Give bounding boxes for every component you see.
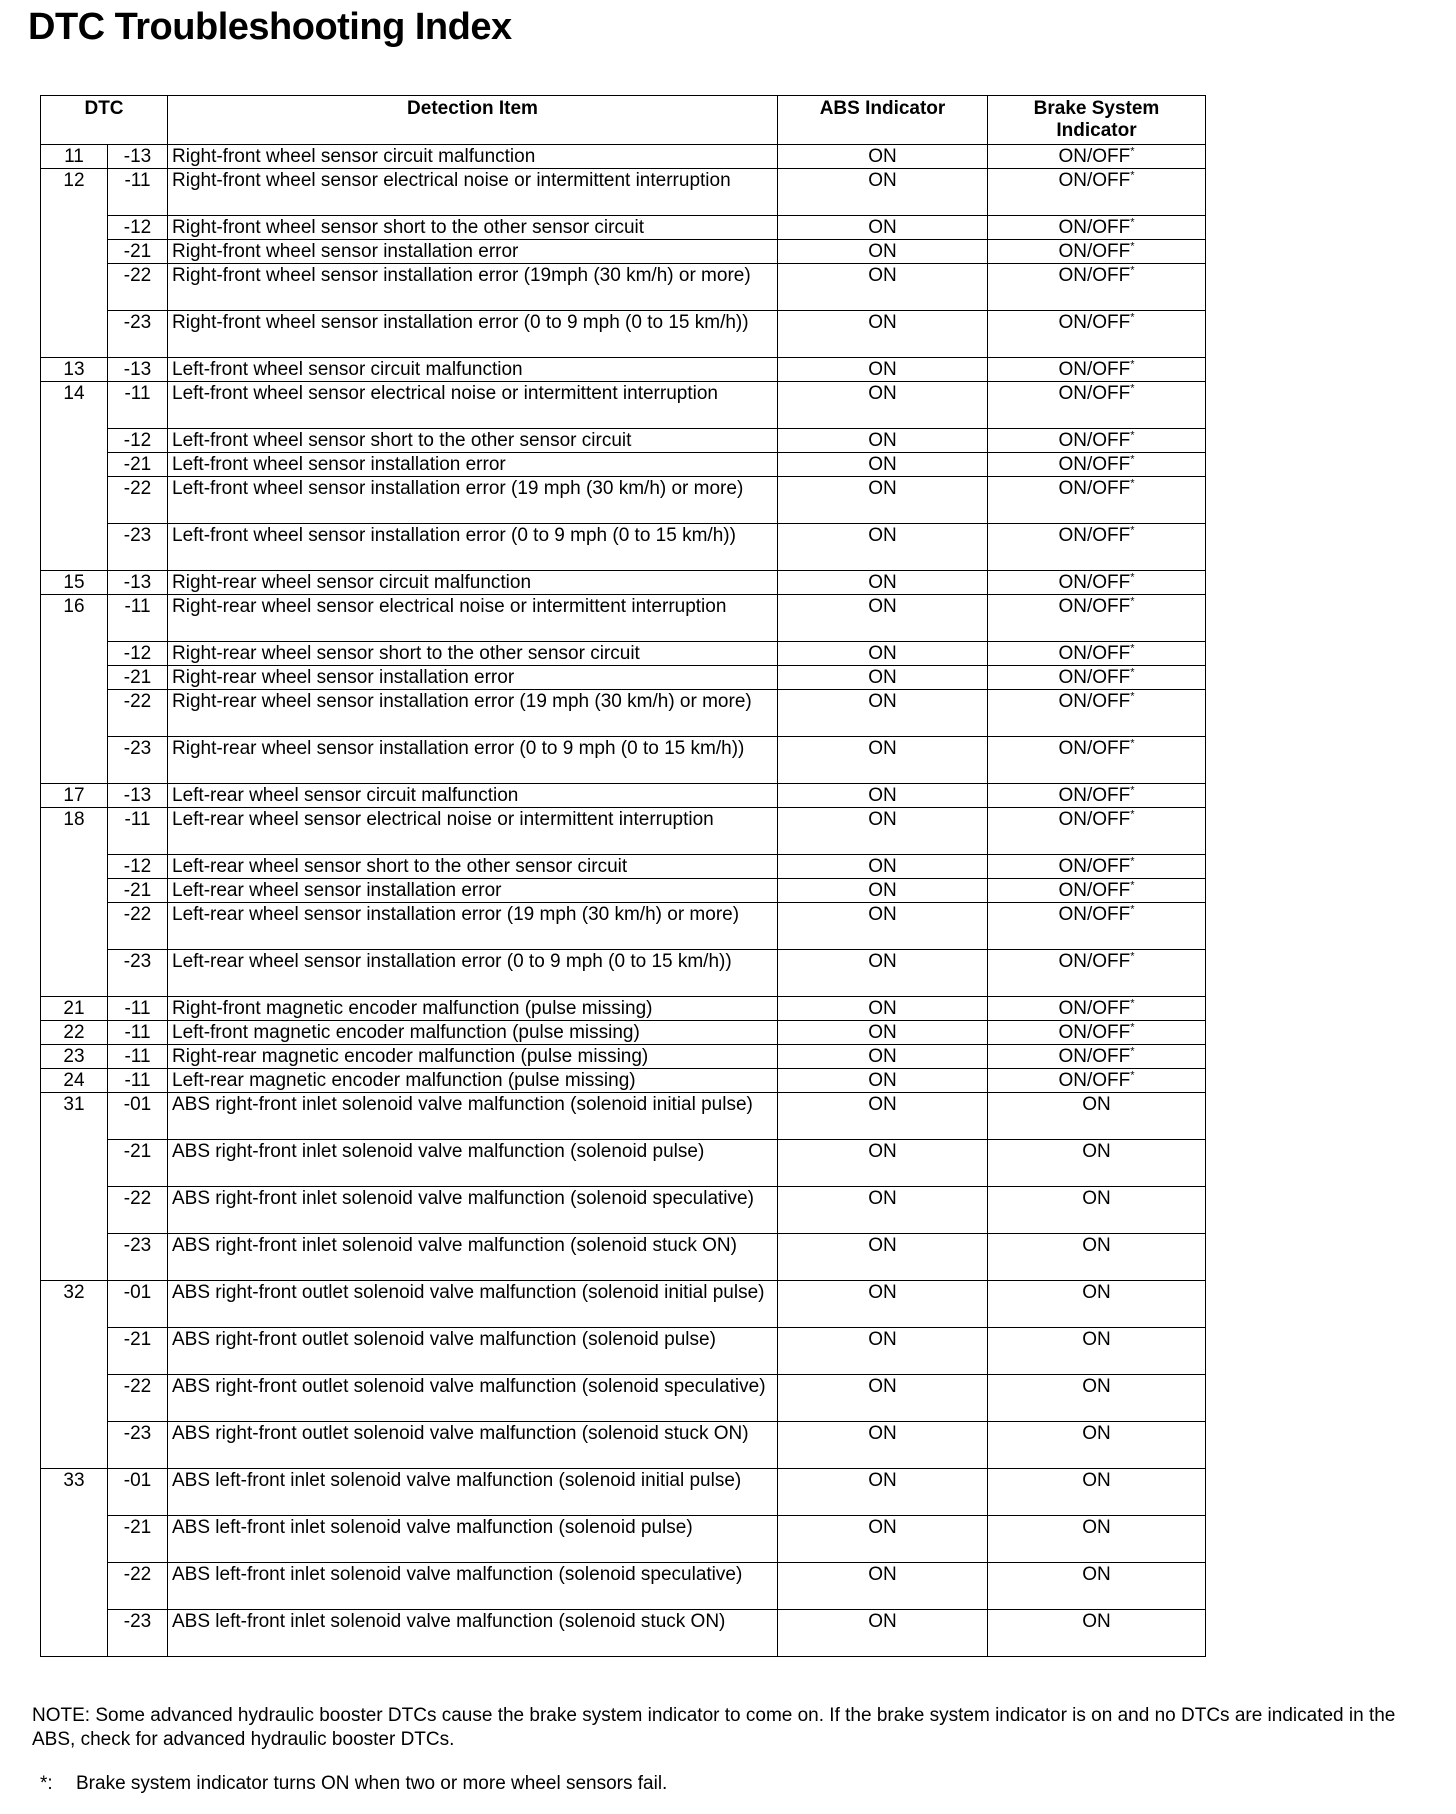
abs-indicator-value: ON [778, 311, 988, 358]
table-row [41, 1140, 1206, 1187]
brake-indicator-value: ON/OFF [1058, 170, 1131, 191]
detection-item: ABS right-front outlet solenoid valve malfunction (solenoid speculative) [168, 1375, 778, 1422]
brake-indicator-value: ON/OFF [1058, 880, 1131, 901]
footnote-asterisk: * [1130, 997, 1135, 1010]
abs-indicator-value: ON [778, 879, 988, 903]
brake-indicator-value: ON/OFF [1058, 383, 1131, 404]
table-row [41, 169, 1206, 216]
brake-indicator-value: ON/OFF [1058, 951, 1131, 972]
table-row [41, 879, 1206, 903]
abs-indicator-value: ON [778, 1375, 988, 1422]
brake-indicator-cell [988, 169, 1206, 216]
brake-indicator-cell [988, 1045, 1206, 1069]
brake-indicator-value: ON [1082, 1141, 1111, 1162]
table-row [41, 666, 1206, 690]
footnote-asterisk: * [1130, 1069, 1135, 1082]
brake-indicator-cell [988, 453, 1206, 477]
footnote-asterisk: * [1130, 808, 1135, 821]
brake-indicator-value: ON/OFF [1058, 241, 1131, 262]
brake-indicator-value: ON/OFF [1058, 809, 1131, 830]
dtc-main-code: 31 [41, 1093, 108, 1281]
footnote-asterisk: * [1130, 784, 1135, 797]
abs-indicator-value: ON [778, 1516, 988, 1563]
table-row [41, 855, 1206, 879]
brake-indicator-cell [988, 571, 1206, 595]
brake-indicator-cell [988, 145, 1206, 169]
brake-indicator-cell [988, 1375, 1206, 1422]
dtc-sub-code: -11 [108, 382, 168, 429]
footnote [40, 1772, 667, 1796]
footnote-asterisk: * [1130, 690, 1135, 703]
abs-indicator-value: ON [778, 169, 988, 216]
footnote-asterisk: * [1130, 642, 1135, 655]
abs-indicator-value: ON [778, 429, 988, 453]
brake-indicator-cell [988, 784, 1206, 808]
detection-item: Right-rear wheel sensor short to the other sensor circuit [168, 642, 778, 666]
brake-indicator-value: ON/OFF [1058, 856, 1131, 877]
brake-indicator-cell [988, 808, 1206, 855]
abs-indicator-value: ON [778, 903, 988, 950]
dtc-main-code: 14 [41, 382, 108, 571]
dtc-sub-code: -11 [108, 997, 168, 1021]
detection-item: ABS right-front inlet solenoid valve malfunction (solenoid stuck ON) [168, 1234, 778, 1281]
detection-item: Left-front wheel sensor installation error (0 to 9 mph (0 to 15 km/h)) [168, 524, 778, 571]
brake-indicator-cell [988, 1328, 1206, 1375]
brake-indicator-cell [988, 311, 1206, 358]
brake-indicator-cell [988, 997, 1206, 1021]
detection-item: Right-front wheel sensor electrical noise or intermittent interruption [168, 169, 778, 216]
detection-item: Right-rear wheel sensor circuit malfunction [168, 571, 778, 595]
abs-indicator-value: ON [778, 595, 988, 642]
abs-indicator-value: ON [778, 950, 988, 997]
dtc-sub-code: -23 [108, 524, 168, 571]
footnote-asterisk: * [1130, 453, 1135, 466]
detection-item: Right-rear wheel sensor installation error (19 mph (30 km/h) or more) [168, 690, 778, 737]
brake-indicator-value: ON/OFF [1058, 596, 1131, 617]
table-row [41, 690, 1206, 737]
dtc-main-code: 32 [41, 1281, 108, 1469]
abs-indicator-value: ON [778, 1469, 988, 1516]
abs-indicator-value: ON [778, 737, 988, 784]
detection-item: Left-front magnetic encoder malfunction (pulse missing) [168, 1021, 778, 1045]
brake-indicator-cell [988, 1021, 1206, 1045]
table-row [41, 1422, 1206, 1469]
dtc-sub-code: -22 [108, 690, 168, 737]
brake-indicator-cell [988, 950, 1206, 997]
dtc-sub-code: -12 [108, 216, 168, 240]
brake-indicator-value: ON/OFF [1058, 738, 1131, 759]
detection-item: Right-rear magnetic encoder malfunction (pulse missing) [168, 1045, 778, 1069]
dtc-main-code: 21 [41, 997, 108, 1021]
abs-indicator-value: ON [778, 382, 988, 429]
detection-item: Right-front wheel sensor installation error (0 to 9 mph (0 to 15 km/h)) [168, 311, 778, 358]
brake-indicator-cell [988, 1516, 1206, 1563]
table-row [41, 216, 1206, 240]
brake-indicator-value: ON/OFF [1058, 691, 1131, 712]
note-text: NOTE: Some advanced hydraulic booster DTCs cause the brake system indicator to come on. If the brake system indicator is on and no DTCs are indicated in the ABS, check for advanced hydraulic booster DTCs. [32, 1705, 1396, 1750]
table-row [41, 1516, 1206, 1563]
brake-indicator-value: ON/OFF [1058, 525, 1131, 546]
detection-item: Left-front wheel sensor electrical noise or intermittent interruption [168, 382, 778, 429]
brake-indicator-cell [988, 903, 1206, 950]
detection-item: Right-front magnetic encoder malfunction (pulse missing) [168, 997, 778, 1021]
header-detection-item: Detection Item [168, 96, 778, 145]
table-body [41, 145, 1206, 1657]
abs-indicator-value: ON [778, 453, 988, 477]
brake-indicator-cell [988, 690, 1206, 737]
dtc-sub-code: -23 [108, 1234, 168, 1281]
abs-indicator-value: ON [778, 1328, 988, 1375]
brake-indicator-value: ON/OFF [1058, 1046, 1131, 1067]
brake-indicator-cell [988, 879, 1206, 903]
dtc-sub-code: -23 [108, 1610, 168, 1657]
abs-indicator-value: ON [778, 571, 988, 595]
dtc-sub-code: -21 [108, 1516, 168, 1563]
detection-item: ABS right-front inlet solenoid valve malfunction (solenoid speculative) [168, 1187, 778, 1234]
brake-indicator-cell [988, 855, 1206, 879]
footnote-asterisk: * [1130, 666, 1135, 679]
table-row [41, 1328, 1206, 1375]
brake-indicator-value: ON/OFF [1058, 572, 1131, 593]
abs-indicator-value: ON [778, 642, 988, 666]
detection-item: Right-rear wheel sensor installation error [168, 666, 778, 690]
footnote-asterisk: * [1130, 169, 1135, 182]
brake-indicator-cell [988, 1187, 1206, 1234]
dtc-sub-code: -11 [108, 1045, 168, 1069]
dtc-sub-code: -22 [108, 903, 168, 950]
brake-indicator-value: ON/OFF [1058, 359, 1131, 380]
dtc-sub-code: -21 [108, 666, 168, 690]
brake-indicator-value: ON/OFF [1058, 312, 1131, 333]
brake-indicator-cell [988, 524, 1206, 571]
footnote-asterisk: * [1130, 477, 1135, 490]
brake-indicator-value: ON/OFF [1058, 904, 1131, 925]
detection-item: Left-rear magnetic encoder malfunction (pulse missing) [168, 1069, 778, 1093]
abs-indicator-value: ON [778, 666, 988, 690]
detection-item: ABS right-front outlet solenoid valve malfunction (solenoid initial pulse) [168, 1281, 778, 1328]
abs-indicator-value: ON [778, 1069, 988, 1093]
table-row [41, 1045, 1206, 1069]
footnote-asterisk: * [1130, 1021, 1135, 1034]
abs-indicator-value: ON [778, 145, 988, 169]
table-row [41, 642, 1206, 666]
detection-item: Left-front wheel sensor short to the other sensor circuit [168, 429, 778, 453]
dtc-sub-code: -21 [108, 1140, 168, 1187]
brake-indicator-cell [988, 1610, 1206, 1657]
abs-indicator-value: ON [778, 1140, 988, 1187]
brake-indicator-cell [988, 642, 1206, 666]
dtc-sub-code: -11 [108, 1069, 168, 1093]
footnote-text: Brake system indicator turns ON when two or more wheel sensors fail. [76, 1773, 668, 1794]
brake-indicator-cell [988, 1281, 1206, 1328]
detection-item: Left-rear wheel sensor electrical noise or intermittent interruption [168, 808, 778, 855]
dtc-sub-code: -13 [108, 358, 168, 382]
footnote-asterisk: * [1130, 382, 1135, 395]
dtc-main-code: 33 [41, 1469, 108, 1657]
dtc-sub-code: -13 [108, 784, 168, 808]
abs-indicator-value: ON [778, 264, 988, 311]
brake-indicator-cell [988, 1140, 1206, 1187]
table-row [41, 1093, 1206, 1140]
brake-indicator-cell [988, 429, 1206, 453]
dtc-main-code: 15 [41, 571, 108, 595]
brake-indicator-value: ON [1082, 1470, 1111, 1491]
dtc-sub-code: -12 [108, 429, 168, 453]
brake-indicator-cell [988, 737, 1206, 784]
brake-indicator-cell [988, 382, 1206, 429]
table-row [41, 571, 1206, 595]
dtc-sub-code: -13 [108, 145, 168, 169]
dtc-sub-code: -12 [108, 855, 168, 879]
brake-indicator-value: ON/OFF [1058, 146, 1131, 167]
brake-indicator-cell [988, 1069, 1206, 1093]
dtc-sub-code: -11 [108, 169, 168, 216]
table-row [41, 737, 1206, 784]
footnote-asterisk: * [1130, 903, 1135, 916]
dtc-main-code: 24 [41, 1069, 108, 1093]
abs-indicator-value: ON [778, 1093, 988, 1140]
brake-indicator-value: ON [1082, 1564, 1111, 1585]
brake-indicator-cell [988, 1563, 1206, 1610]
brake-indicator-cell [988, 1469, 1206, 1516]
detection-item: Left-front wheel sensor circuit malfunction [168, 358, 778, 382]
footnote-asterisk: * [1130, 358, 1135, 371]
detection-item: ABS right-front inlet solenoid valve malfunction (solenoid pulse) [168, 1140, 778, 1187]
abs-indicator-value: ON [778, 690, 988, 737]
brake-indicator-value: ON [1082, 1282, 1111, 1303]
footnote-asterisk: * [1130, 429, 1135, 442]
dtc-sub-code: -22 [108, 477, 168, 524]
brake-indicator-value: ON/OFF [1058, 265, 1131, 286]
brake-indicator-value: ON [1082, 1235, 1111, 1256]
brake-indicator-value: ON [1082, 1517, 1111, 1538]
table-header-row [41, 96, 1206, 145]
footnote-asterisk: * [1130, 216, 1135, 229]
table-row [41, 311, 1206, 358]
dtc-sub-code: -01 [108, 1281, 168, 1328]
brake-indicator-value: ON/OFF [1058, 430, 1131, 451]
dtc-main-code: 22 [41, 1021, 108, 1045]
table-row [41, 240, 1206, 264]
abs-indicator-value: ON [778, 1281, 988, 1328]
footnote-asterisk: * [1130, 1045, 1135, 1058]
abs-indicator-value: ON [778, 358, 988, 382]
abs-indicator-value: ON [778, 1021, 988, 1045]
footnote-asterisk: * [1130, 950, 1135, 963]
detection-item: Right-front wheel sensor installation error (19mph (30 km/h) or more) [168, 264, 778, 311]
abs-indicator-value: ON [778, 1422, 988, 1469]
dtc-main-code: 12 [41, 169, 108, 358]
dtc-sub-code: -21 [108, 453, 168, 477]
table-row [41, 1069, 1206, 1093]
dtc-sub-code: -22 [108, 1187, 168, 1234]
page-title: DTC Troubleshooting Index [28, 6, 512, 48]
brake-indicator-cell [988, 666, 1206, 690]
table-row [41, 264, 1206, 311]
dtc-sub-code: -23 [108, 950, 168, 997]
detection-item: ABS left-front inlet solenoid valve malfunction (solenoid initial pulse) [168, 1469, 778, 1516]
detection-item: Left-rear wheel sensor circuit malfunction [168, 784, 778, 808]
brake-indicator-value: ON [1082, 1423, 1111, 1444]
dtc-sub-code: -13 [108, 571, 168, 595]
footnote-asterisk: * [1130, 855, 1135, 868]
brake-indicator-value: ON [1082, 1329, 1111, 1350]
table-row [41, 1563, 1206, 1610]
footnote-asterisk: * [1130, 737, 1135, 750]
table-row [41, 903, 1206, 950]
dtc-sub-code: -21 [108, 879, 168, 903]
dtc-sub-code: -01 [108, 1093, 168, 1140]
brake-indicator-value: ON/OFF [1058, 478, 1131, 499]
dtc-main-code: 17 [41, 784, 108, 808]
detection-item: Right-rear wheel sensor electrical noise or intermittent interruption [168, 595, 778, 642]
dtc-sub-code: -21 [108, 240, 168, 264]
brake-indicator-value: ON/OFF [1058, 643, 1131, 664]
abs-indicator-value: ON [778, 1563, 988, 1610]
dtc-main-code: 11 [41, 145, 108, 169]
detection-item: ABS left-front inlet solenoid valve malfunction (solenoid pulse) [168, 1516, 778, 1563]
dtc-sub-code: -23 [108, 737, 168, 784]
brake-indicator-value: ON/OFF [1058, 1070, 1131, 1091]
dtc-sub-code: -11 [108, 808, 168, 855]
dtc-sub-code: -21 [108, 1328, 168, 1375]
abs-indicator-value: ON [778, 240, 988, 264]
table-row [41, 358, 1206, 382]
table-row [41, 145, 1206, 169]
dtc-sub-code: -23 [108, 311, 168, 358]
footnote-asterisk: * [1130, 145, 1135, 158]
brake-indicator-cell [988, 1093, 1206, 1140]
table-row [41, 477, 1206, 524]
footnote-asterisk: * [1130, 264, 1135, 277]
dtc-sub-code: -22 [108, 1563, 168, 1610]
abs-indicator-value: ON [778, 524, 988, 571]
dtc-main-code: 13 [41, 358, 108, 382]
footnote-asterisk: * [1130, 571, 1135, 584]
detection-item: Left-rear wheel sensor installation error (0 to 9 mph (0 to 15 km/h)) [168, 950, 778, 997]
brake-indicator-value: ON [1082, 1611, 1111, 1632]
abs-indicator-value: ON [778, 216, 988, 240]
table-row [41, 997, 1206, 1021]
detection-item: Right-rear wheel sensor installation error (0 to 9 mph (0 to 15 km/h)) [168, 737, 778, 784]
abs-indicator-value: ON [778, 1610, 988, 1657]
detection-item: Left-front wheel sensor installation error (19 mph (30 km/h) or more) [168, 477, 778, 524]
detection-item: ABS right-front outlet solenoid valve malfunction (solenoid pulse) [168, 1328, 778, 1375]
brake-indicator-cell [988, 216, 1206, 240]
table-row [41, 595, 1206, 642]
table-row [41, 1610, 1206, 1657]
dtc-main-code: 16 [41, 595, 108, 784]
table-row [41, 1469, 1206, 1516]
header-abs-indicator: ABS Indicator [778, 96, 988, 145]
table-row [41, 808, 1206, 855]
detection-item: ABS right-front inlet solenoid valve malfunction (solenoid initial pulse) [168, 1093, 778, 1140]
abs-indicator-value: ON [778, 784, 988, 808]
detection-item: Left-rear wheel sensor installation error (19 mph (30 km/h) or more) [168, 903, 778, 950]
abs-indicator-value: ON [778, 997, 988, 1021]
table-row [41, 453, 1206, 477]
dtc-sub-code: -11 [108, 595, 168, 642]
brake-indicator-cell [988, 1422, 1206, 1469]
detection-item: Right-front wheel sensor circuit malfunction [168, 145, 778, 169]
detection-item: ABS right-front outlet solenoid valve malfunction (solenoid stuck ON) [168, 1422, 778, 1469]
brake-indicator-value: ON [1082, 1094, 1111, 1115]
table-row [41, 429, 1206, 453]
brake-indicator-cell [988, 477, 1206, 524]
detection-item: Right-front wheel sensor short to the other sensor circuit [168, 216, 778, 240]
brake-indicator-cell [988, 358, 1206, 382]
brake-indicator-cell [988, 1234, 1206, 1281]
dtc-sub-code: -11 [108, 1021, 168, 1045]
header-brake-system-indicator: Brake System Indicator [988, 96, 1206, 145]
brake-indicator-value: ON/OFF [1058, 454, 1131, 475]
detection-item: Left-rear wheel sensor installation error [168, 879, 778, 903]
footnote-asterisk: * [1130, 524, 1135, 537]
abs-indicator-value: ON [778, 1045, 988, 1069]
table-row [41, 1281, 1206, 1328]
table-row [41, 1234, 1206, 1281]
brake-indicator-cell [988, 240, 1206, 264]
abs-indicator-value: ON [778, 808, 988, 855]
abs-indicator-value: ON [778, 477, 988, 524]
footnote-asterisk: * [1130, 311, 1135, 324]
dtc-main-code: 23 [41, 1045, 108, 1069]
abs-indicator-value: ON [778, 1234, 988, 1281]
table-row [41, 1187, 1206, 1234]
footnote-asterisk: * [1130, 240, 1135, 253]
abs-indicator-value: ON [778, 855, 988, 879]
dtc-sub-code: -22 [108, 1375, 168, 1422]
dtc-sub-code: -23 [108, 1422, 168, 1469]
dtc-sub-code: -22 [108, 264, 168, 311]
footnote-asterisk: * [1130, 879, 1135, 892]
table-row [41, 524, 1206, 571]
brake-indicator-value: ON [1082, 1188, 1111, 1209]
detection-item: ABS left-front inlet solenoid valve malfunction (solenoid stuck ON) [168, 1610, 778, 1657]
brake-indicator-value: ON/OFF [1058, 1022, 1131, 1043]
detection-item: Left-front wheel sensor installation error [168, 453, 778, 477]
detection-item: Right-front wheel sensor installation error [168, 240, 778, 264]
dtc-sub-code: -01 [108, 1469, 168, 1516]
detection-item: ABS left-front inlet solenoid valve malfunction (solenoid speculative) [168, 1563, 778, 1610]
brake-indicator-value: ON/OFF [1058, 785, 1131, 806]
table-row [41, 784, 1206, 808]
abs-indicator-value: ON [778, 1187, 988, 1234]
brake-indicator-value: ON/OFF [1058, 667, 1131, 688]
footnote-asterisk: * [1130, 595, 1135, 608]
brake-indicator-value: ON/OFF [1058, 998, 1131, 1019]
table-row [41, 382, 1206, 429]
brake-indicator-value: ON/OFF [1058, 217, 1131, 238]
footnote-mark: *: [40, 1773, 53, 1794]
table-row [41, 950, 1206, 997]
brake-indicator-cell [988, 595, 1206, 642]
dtc-table [40, 95, 1206, 1657]
dtc-sub-code: -12 [108, 642, 168, 666]
brake-indicator-value: ON [1082, 1376, 1111, 1397]
header-dtc: DTC [41, 96, 168, 145]
brake-indicator-cell [988, 264, 1206, 311]
table-row [41, 1375, 1206, 1422]
table-row [41, 1021, 1206, 1045]
dtc-main-code: 18 [41, 808, 108, 997]
detection-item: Left-rear wheel sensor short to the other sensor circuit [168, 855, 778, 879]
